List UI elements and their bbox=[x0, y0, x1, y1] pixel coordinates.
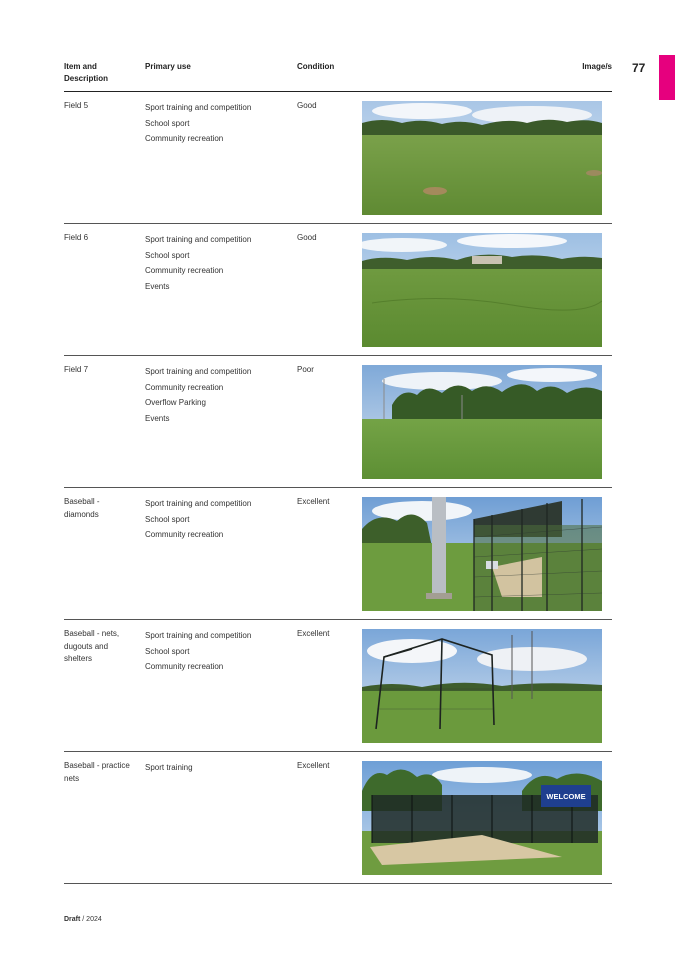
table-row bbox=[64, 620, 612, 752]
primary-use-list bbox=[145, 628, 290, 675]
use-item: Community recreation bbox=[145, 530, 224, 540]
use-item: Overflow Parking bbox=[145, 398, 206, 408]
footer-draft: Draft bbox=[64, 916, 81, 923]
primary-use-list bbox=[145, 100, 290, 147]
footer-year: / 2024 bbox=[80, 916, 102, 923]
field-7-photo bbox=[362, 365, 602, 479]
footer bbox=[64, 916, 102, 923]
item-description: Field 6 bbox=[64, 233, 89, 242]
use-item: Sport training and competition bbox=[145, 235, 252, 244]
condition-value: Poor bbox=[297, 365, 314, 374]
item-description: Baseball - diamonds bbox=[64, 497, 100, 519]
table-header bbox=[64, 61, 612, 91]
primary-use-list bbox=[145, 496, 290, 543]
condition-value: Excellent bbox=[297, 629, 330, 638]
page-number: 77 bbox=[632, 61, 646, 75]
header-primary-use: Primary use bbox=[145, 62, 191, 71]
use-item: School sport bbox=[145, 646, 190, 656]
primary-use-list bbox=[145, 364, 290, 426]
field-6-photo bbox=[362, 233, 602, 347]
use-item: Community recreation bbox=[145, 266, 224, 276]
condition-value: Excellent bbox=[297, 497, 330, 506]
condition-value: Good bbox=[297, 101, 317, 110]
item-description: Field 7 bbox=[64, 365, 89, 374]
item-description: Field 5 bbox=[64, 101, 89, 110]
use-item: Sport training bbox=[145, 763, 193, 772]
baseball-backstop-photo bbox=[362, 629, 602, 743]
use-item: Events bbox=[145, 281, 170, 291]
use-item: Sport training and competition bbox=[145, 631, 252, 640]
use-item: Sport training and competition bbox=[145, 103, 252, 112]
header-images: Image/s bbox=[582, 62, 612, 71]
table-row bbox=[64, 356, 612, 488]
item-description: Baseball - nets, dugouts and shelters bbox=[64, 629, 120, 663]
use-item: School sport bbox=[145, 514, 190, 524]
welcome-banner-text: WELCOME bbox=[546, 792, 586, 801]
use-item: School sport bbox=[145, 250, 190, 260]
use-item: Community recreation bbox=[145, 662, 224, 672]
condition-value: Excellent bbox=[297, 761, 330, 770]
section-tab bbox=[659, 55, 675, 100]
primary-use-list bbox=[145, 760, 290, 776]
header-item: Item and Description bbox=[64, 62, 109, 83]
use-item: Community recreation bbox=[145, 134, 224, 144]
practice-nets-photo bbox=[362, 761, 602, 875]
field-5-photo bbox=[362, 101, 602, 215]
primary-use-list bbox=[145, 232, 290, 294]
table-row bbox=[64, 92, 612, 224]
item-description: Baseball - practice nets bbox=[64, 761, 130, 783]
header-condition: Condition bbox=[297, 62, 335, 71]
table-row bbox=[64, 488, 612, 620]
use-item: Community recreation bbox=[145, 382, 224, 392]
use-item: Sport training and competition bbox=[145, 367, 252, 376]
use-item: School sport bbox=[145, 118, 190, 128]
baseball-diamond-photo bbox=[362, 497, 602, 611]
use-item: Events bbox=[145, 413, 170, 423]
use-item: Sport training and competition bbox=[145, 499, 252, 508]
table-row bbox=[64, 224, 612, 356]
condition-value: Good bbox=[297, 233, 317, 242]
table-row bbox=[64, 752, 612, 884]
